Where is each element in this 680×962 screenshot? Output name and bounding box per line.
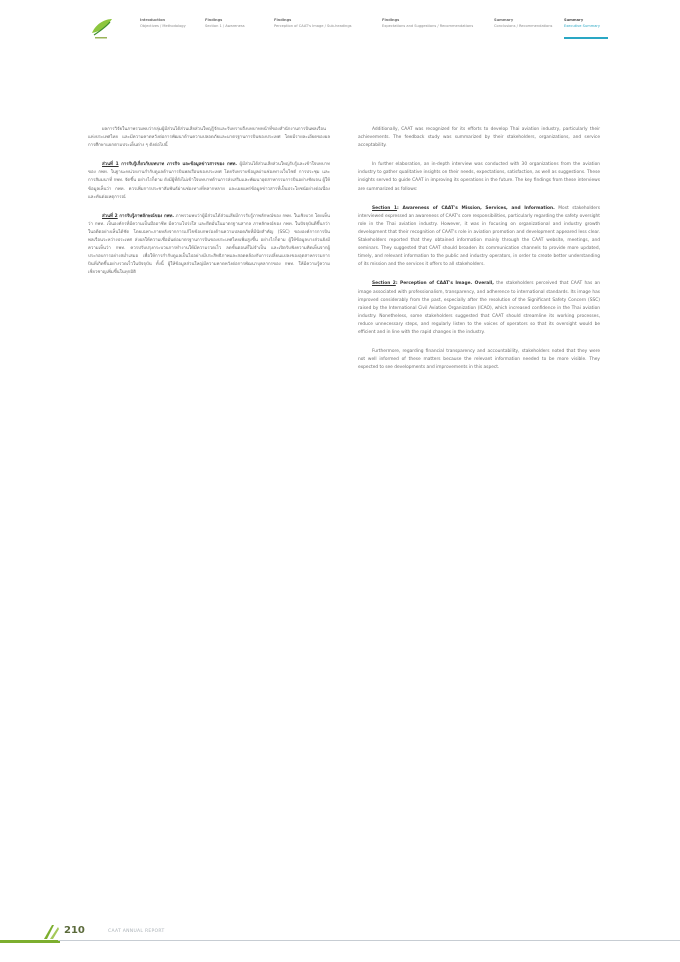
- nav-item-4[interactable]: [382, 18, 473, 29]
- paragraph: [88, 126, 330, 150]
- paragraph: [358, 348, 600, 372]
- nav-item-6-active[interactable]: [564, 18, 600, 29]
- page-header: [0, 0, 680, 50]
- section-heading: [102, 214, 174, 219]
- nav-item-title: Introduction: [140, 18, 166, 22]
- nav-item-subtitle: Executive Summary: [564, 23, 601, 28]
- section-heading-rest: การรับรู้เกี่ยวกับบทบาท ภารกิจ และข้อมูลข่าวสารของ กพท.: [118, 162, 238, 168]
- page-number: 210: [64, 925, 85, 936]
- nav-item-1[interactable]: [140, 18, 186, 29]
- section-heading: [372, 206, 555, 211]
- paragraph-text: ผลการวิจัยในภาพรวมพบว่ากลุ่มผู้มีส่วนได้ส่วนเสียส่วนใหญ่รู้จักและรับทราบถึงบทบาทหน้าที่ของสำนักงานการบินพลเรือนแห่งประเทศไทย และมีความคาดหวังต่อการพัฒนาด้านความปลอดภัยและมาตรฐานการบินของประเทศ โดยมีรายละเอียดของผลการศึกษาแยกตามประเด็นต่าง ๆ ดังต่อไปนี้: [88, 127, 330, 149]
- section-heading-rest: : Awareness of CAAT's Mission, Services, and Information.: [397, 205, 555, 211]
- section-heading: [102, 162, 237, 167]
- section-number: Section 1: [372, 205, 398, 211]
- nav-item-subtitle: Conclusions / Recommendations: [494, 23, 553, 28]
- section-number: ส่วนที่ 2: [102, 213, 118, 219]
- paragraph-text: ผู้มีส่วนได้ส่วนเสียส่วนใหญ่รับรู้และเข้าใจบทบาทของ กพท. ในฐานะหน่วยงานกำกับดูแลด้านการบินพลเรือนของประเทศ โดยรับทราบข้อมูลผ่านช่องทางเว็บไซต์ การประชุม และการสัมมนาที่ กพท. จัดขึ้น อย่างไรก็ตาม ยังมีผู้ที่ยังไม่เข้าใจบทบาทด้านการส่งเสริมและพัฒนาอุตสาหกรรมการบินอย่างชัดเจน ผู้ให้ข้อมูลเห็นว่า กพท. ควรเพิ่มการประชาสัมพันธ์ผ่านช่องทางที่หลากหลาย และเผยแพร่ข้อมูลข่าวสารที่เป็นประโยชน์อย่างต่อเนื่องและทันต่อเหตุการณ์: [88, 162, 330, 200]
- nav-item-5[interactable]: [494, 18, 552, 29]
- nav-item-subtitle: Perception of CAAT's Image / Sub-headings: [274, 23, 352, 28]
- paragraph-text: In further elaboration, an in-depth interview was conducted with 30 organizations from the aviation industry to gather qualitative insights on their needs, expectations, satisfaction, as well as suggestions. These insights served to guide CAAT in improving its operations in the future. The key findings from these interviews are summarized as follows:: [358, 162, 600, 192]
- paragraph-text: the stakeholders perceived that CAAT has an image associated with professionalism, transparency, and adherence to international standards. Its image has improved considerably from the past, especially after the resolution of the Significant Safety Concern (SSC) raised by the International Civil Aviation Organization (ICAO), which increased confidence in the Thai aviation industry. Nonetheless, some stakeholders suggested that CAAT should streamline its working processes, reduce unnecessary steps, and regularly listen to the voices of operators so that its oversight would be efficient and in line with the rapid changes in the industry.: [358, 281, 601, 335]
- nav-item-3[interactable]: [274, 18, 351, 29]
- nav-item-title: Summary: [564, 18, 584, 22]
- nav-item-2[interactable]: [205, 18, 245, 29]
- section-heading-rest: : Perception of CAAT's Image. Overall,: [395, 281, 494, 287]
- nav-item-subtitle: Objectives / Methodology: [140, 23, 186, 28]
- section-number: Section 2: [372, 281, 396, 287]
- paragraph-text: Furthermore, regarding financial transparency and accountability, stakeholders noted that they were not well informed of these matters because the relevant information needed to be more visible. They expected to see developments and improvements in this aspect.: [358, 349, 600, 371]
- nav-item-subtitle: Section 1 / Awareness: [205, 23, 245, 28]
- active-nav-underline: [564, 37, 608, 39]
- nav-item-title: Findings: [274, 18, 292, 22]
- paragraph: [88, 161, 330, 201]
- paragraph-text: Additionally, CAAT was recognized for its efforts to develop Thai aviation industry, particularly their achievements. The feedback study was summarized by their stakeholders, organizations, and service acceptability.: [358, 127, 600, 149]
- paragraph: [358, 126, 600, 150]
- footer-report-title: CAAT ANNUAL REPORT: [108, 929, 165, 934]
- nav-item-subtitle: Expectations and Suggestions / Recommendations: [382, 23, 474, 28]
- footer-divider: [58, 940, 680, 941]
- nav-item-title: Findings: [382, 18, 400, 22]
- paragraph-text: Most stakeholders interviewed expressed an awareness of CAAT's core responsibilities, particularly regarding the safety oversight role in the Thai aviation industry. However, it was in focusing on organizational and industry growth development that their recognition of CAAT's role in aviation promotion and development appeared less clear. Stakeholders reported that they obtained information mainly through the CAAT website, meetings, and seminars. They suggested that CAAT should broaden its communication channels to provide more updated, timely, and relevant information to the public and industry operators, in order to create better understanding of its mission and the services it offers to all stakeholders.: [358, 205, 601, 268]
- section-heading: [372, 281, 494, 286]
- left-text-column: [88, 126, 330, 289]
- paragraph: [88, 213, 330, 278]
- nav-item-title: Findings: [205, 18, 223, 22]
- section-heading-rest: การรับรู้ภาพลักษณ์ของ กพท.: [117, 213, 175, 219]
- footer-leaf-icon: [40, 921, 64, 941]
- right-text-column: [358, 126, 600, 383]
- section-number: ส่วนที่ 1: [102, 162, 119, 168]
- nav-item-title: Summary: [494, 18, 514, 22]
- paragraph: [358, 280, 600, 337]
- paragraph: [358, 205, 600, 270]
- paragraph-text: ภาพรวมพบว่าผู้มีส่วนได้ส่วนเสียมีการรับรู้ภาพลักษณ์ของ กพท. ในเชิงบวก โดยเห็นว่า กพท. เป็นองค์กรที่มีความเป็นมืออาชีพ มีความโปร่งใส และยึดมั่นในมาตรฐานสากล ภาพลักษณ์ของ กพท. ในปัจจุบันดีขึ้นกว่าในอดีตอย่างเห็นได้ชัด โดยเฉพาะภายหลังจากการแก้ไขข้อบกพร่องด้านความปลอดภัยที่มีนัยสำคัญ (SSC) ขององค์การการบินพลเรือนระหว่างประเทศ ส่งผลให้ความเชื่อมั่นต่อมาตรฐานการบินของประเทศไทยเพิ่มสูงขึ้น อย่างไรก็ตาม ผู้ให้ข้อมูลบางส่วนยังมีความเห็นว่า กพท. ควรปรับปรุงกระบวนการทำงานให้มีความรวดเร็ว ลดขั้นตอนที่ไม่จำเป็น และเปิดรับฟังความคิดเห็นจากผู้ประกอบการอย่างสม่ำเสมอ เพื่อให้การกำกับดูแลเป็นไปอย่างมีประสิทธิภาพและสอดคล้องกับการเปลี่ยนแปลงของอุตสาหกรรมการบินที่เกิดขึ้นอย่างรวดเร็วในปัจจุบัน ทั้งนี้ ผู้ให้ข้อมูลส่วนใหญ่มีความคาดหวังต่อการพัฒนาบุคลากรของ กพท. ให้มีความรู้ความเชี่ยวชาญเพิ่มขึ้นในทุกมิติ: [88, 213, 330, 276]
- paragraph: [358, 161, 600, 193]
- leaf-logo-icon: [86, 13, 116, 43]
